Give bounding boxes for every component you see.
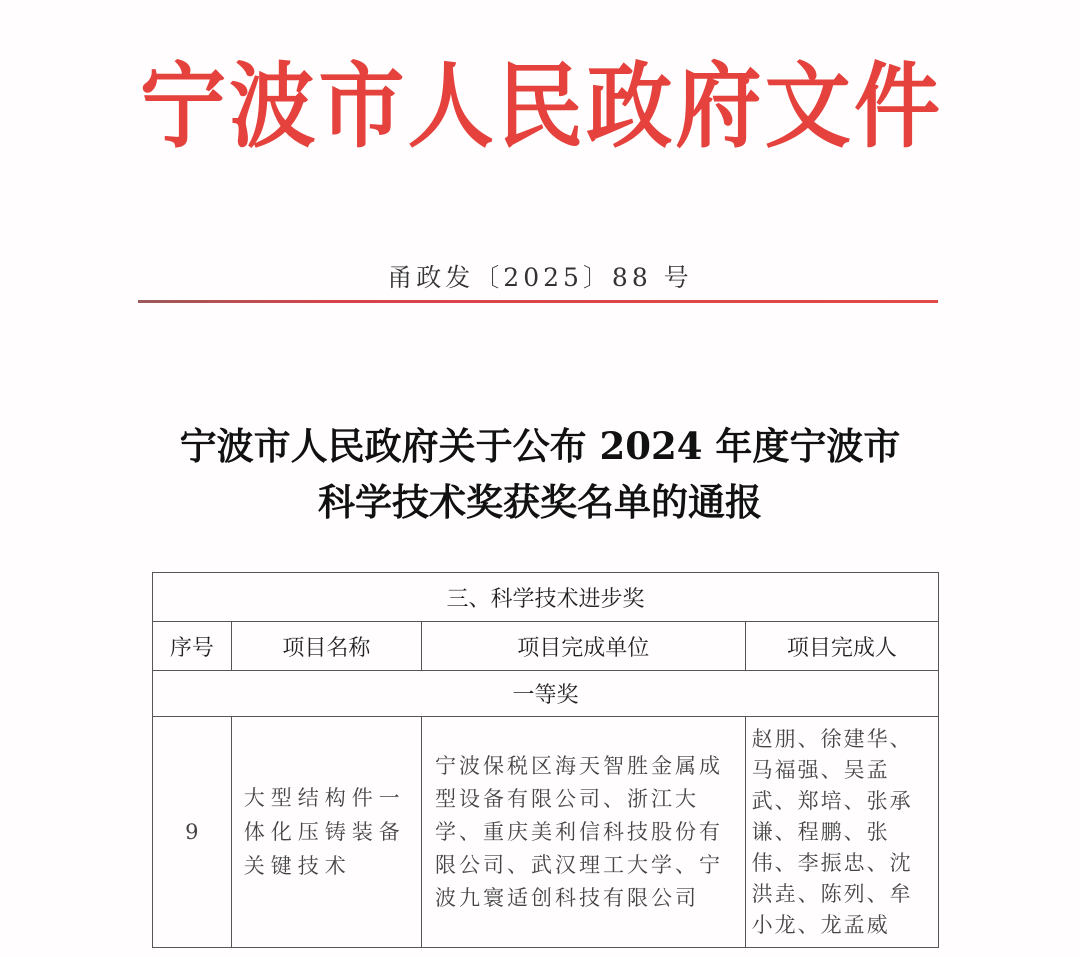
- masthead-char: 宁: [140, 51, 226, 161]
- masthead-char: 市: [318, 51, 405, 161]
- cell-people: [745, 717, 938, 948]
- units-text: 宁波保税区海天智胜金属成型设备有限公司、浙江大学、重庆美利信科技股份有限公司、武汉理工大学、宁波九寰适创科技有限公司: [434, 753, 723, 910]
- masthead-char: 政: [586, 51, 673, 161]
- document-masthead: [140, 52, 940, 162]
- cell-no: 9: [153, 717, 232, 948]
- table-row: [153, 717, 939, 948]
- people-text: 赵朋、徐建华、马福强、吴孟武、郑培、张承谦、程鹏、张伟、李振忠、沈洪垚、陈列、牟小龙、龙孟威: [751, 726, 913, 937]
- masthead-char: 件: [854, 51, 940, 161]
- section-title: 三、科学技术进步奖: [153, 573, 939, 622]
- cell-project-name: [231, 717, 421, 948]
- header-no: 序号: [153, 622, 232, 671]
- title-line-2: 科学技术奖获奖名单的通报: [318, 480, 762, 524]
- red-divider-line: [138, 300, 938, 303]
- grade-label: 一等奖: [153, 671, 939, 717]
- masthead-char: 波: [229, 51, 316, 161]
- document-number: 甬政发〔2025〕88 号: [387, 263, 693, 292]
- masthead-char: 人: [407, 51, 494, 161]
- header-people: 项目完成人: [745, 622, 938, 671]
- document-title: [0, 418, 1080, 530]
- masthead-char: 府: [675, 51, 762, 161]
- cell-units: [421, 717, 745, 948]
- masthead-char: 文: [764, 51, 851, 161]
- title-line-1: 宁波市人民政府关于公布 2024 年度宁波市: [179, 424, 901, 468]
- award-table: [152, 572, 939, 948]
- masthead-char: 民: [497, 51, 583, 161]
- header-project-name: 项目名称: [231, 622, 421, 671]
- header-units: 项目完成单位: [421, 622, 745, 671]
- project-name-text: 大型结构件一体化压铸装备关键技术: [243, 786, 406, 878]
